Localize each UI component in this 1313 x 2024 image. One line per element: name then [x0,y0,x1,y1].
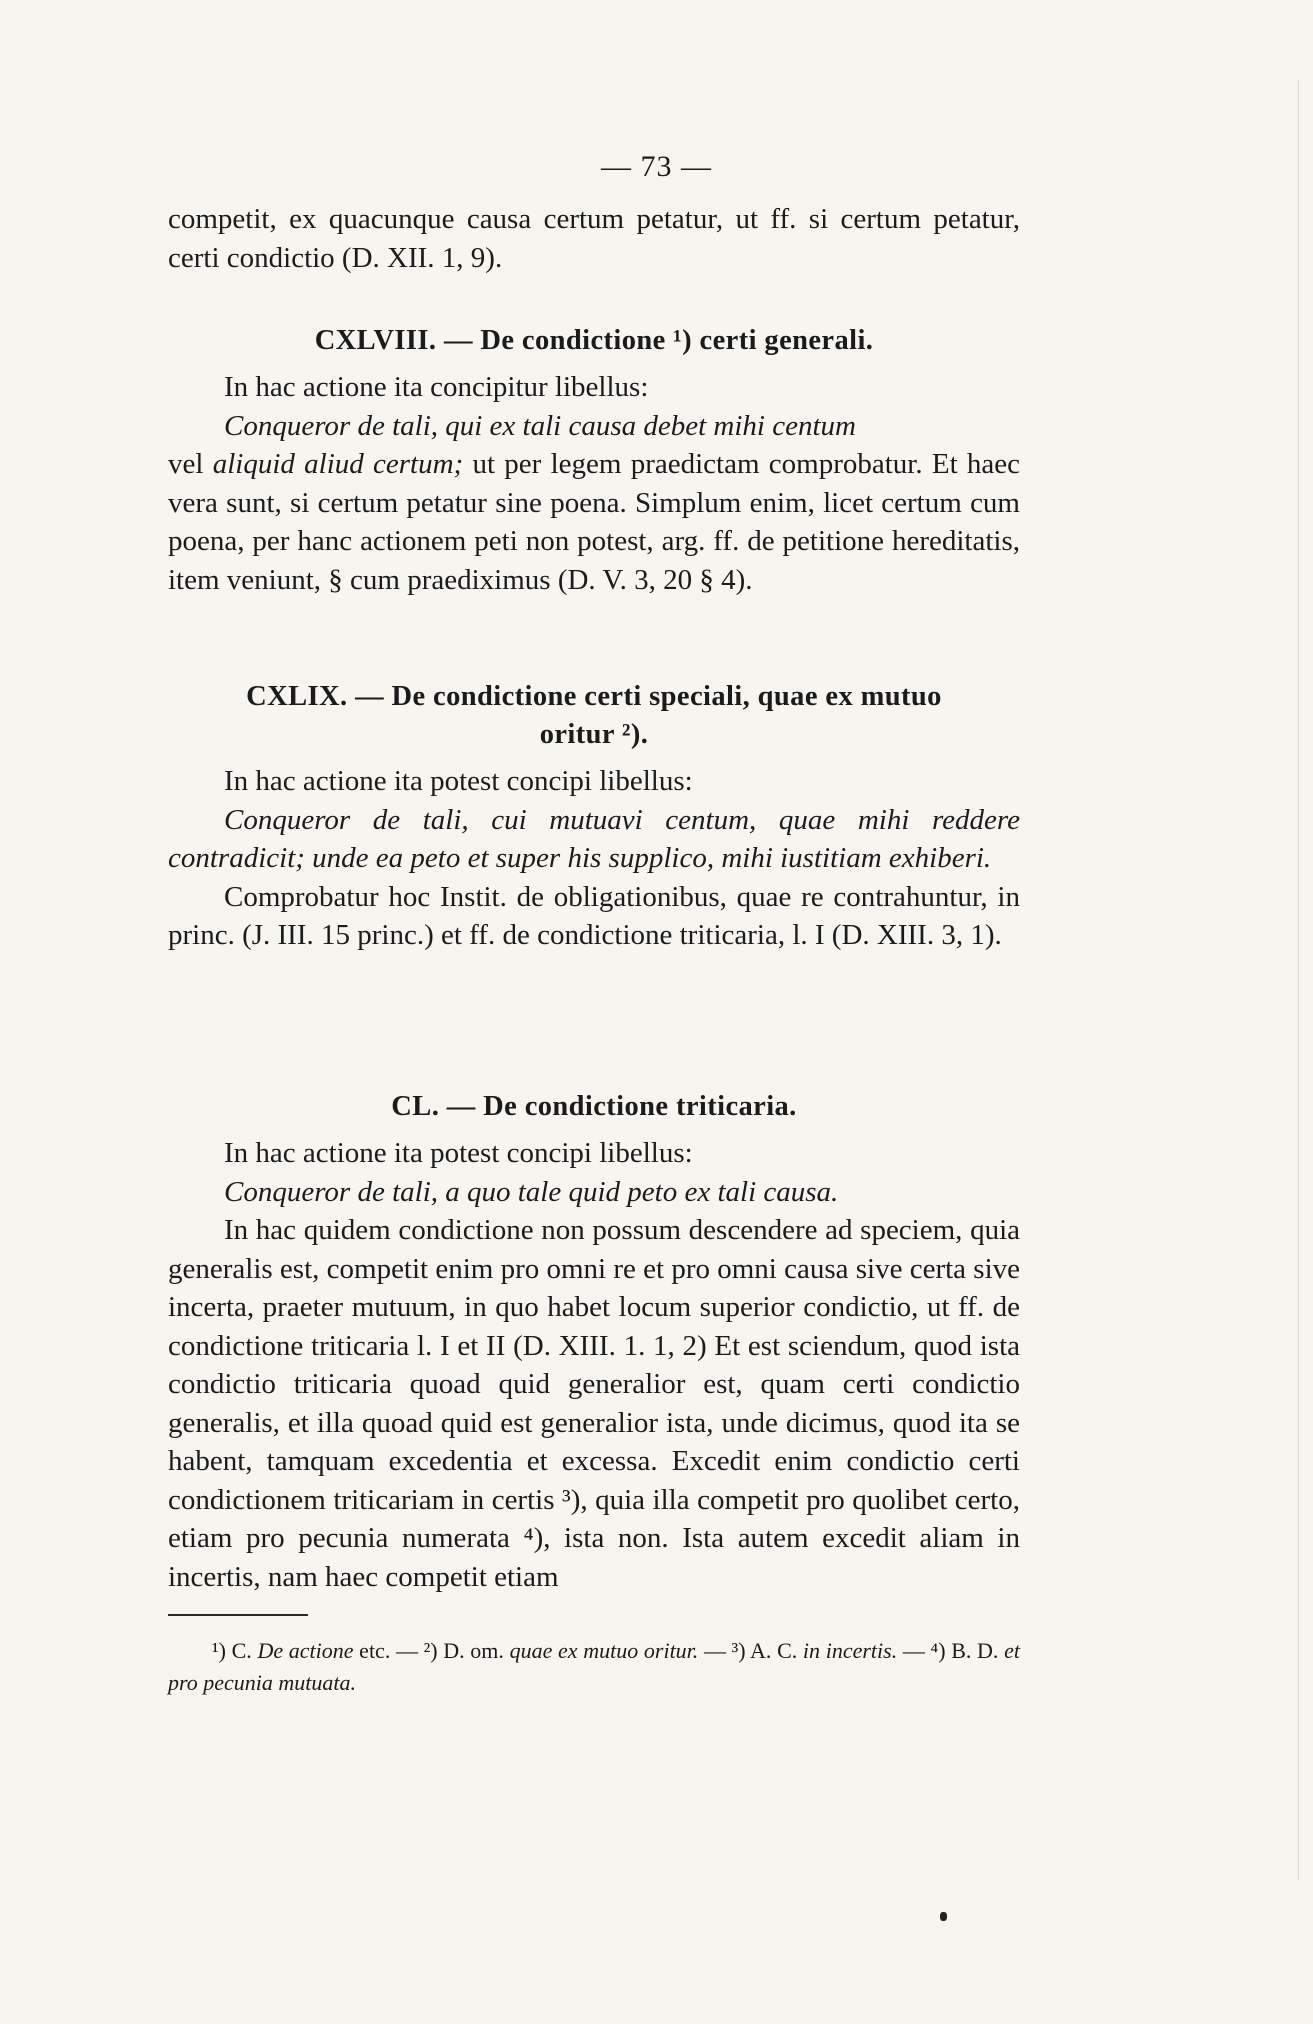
footnotes [168,1635,1020,1699]
section-heading-cl: CL. — De condictione triticaria. [391,1091,797,1122]
page-edge-shadow [1298,80,1299,1880]
formula-cont-post: ut per legem praedictam comprobatur. Et haec vera sunt, si certum petatur sine poena. Simplum enim, licet certum cum poena, per hanc actionem peti non potest, arg. ff. de petitione hereditatis, item veniunt, § cum praediximus (D. V. 3, 20 § 4). [168,448,1020,596]
formula-continuation [168,445,1020,599]
fn1-italic: De actione [257,1638,354,1663]
section-cxlix-body [168,762,1020,955]
heading-line-2: oritur ²). [539,719,649,750]
fn1-rest: etc. — ²) D. om. [353,1638,510,1663]
formula-italic [168,1173,1020,1212]
fn4-mark: — ⁴) B. D. [897,1638,1005,1663]
section-heading-cxlix [168,678,1020,754]
footnote-text [168,1635,1020,1699]
formula-cont-italic: aliquid aliud certum; [212,448,464,480]
fn3-italic: in incertis. [802,1638,898,1663]
ink-speck [940,1912,947,1921]
section-cxlviii-body [168,368,1020,599]
intro-paragraph [168,200,1020,277]
footnote-rule [168,1614,308,1616]
fn3-mark: — ³) A. C. [698,1638,803,1663]
section-cl-body [168,1134,1020,1596]
fn4-italic: et pro pecunia mutuata. [168,1638,1020,1695]
fn1-mark: ¹) C. [212,1638,258,1663]
heading-line-1: CXLIX. — De condictione certi speciali, quae ex mutuo [246,681,942,712]
formula-intro: In hac actione ita concipitur libellus: [224,371,649,403]
formula-italic [168,801,1020,878]
formula-intro: In hac actione ita potest concipi libellus: [224,1137,693,1169]
page-number: — 73 — [601,150,712,183]
formula-italic-text: Conqueror de tali, cui mutuavi centum, quae mihi reddere contradicit; unde ea peto et super his supplico, mihi iustitiam exhiberi. [168,803,1020,874]
proof-paragraph: Comprobatur hoc Instit. de obligationibus, quae re contrahuntur, in princ. (J. III. 15 princ.) et ff. de condictione triticaria, l. I (D. XIII. 3, 1). [168,880,1020,951]
formula-italic-text: Conqueror de tali, a quo tale quid peto ex tali causa. [224,1175,839,1208]
formula-italic [168,407,1020,446]
formula-italic-text: Conqueror de tali, qui ex tali causa debet mihi centum [224,409,856,442]
fn2-italic: quae ex mutuo oritur. [509,1638,699,1663]
formula-intro: In hac actione ita potest concipi libellus: [224,765,693,797]
body-paragraph: In hac quidem condictione non possum descendere ad speciem, quia generalis est, competit enim pro omni re et pro omni causa sive certa sive incerta, praeter mutuum, in quo habet locum superior condictio, ut ff. de condictione triticaria l. I et II (D. XIII. 1. 1, 2) Et est sciendum, quod ista condictio triticaria quoad quid generalior est, quam certi condictio generalis, et illa quoad quid est generalior ista, unde dicimus, quod ita se habent, tamquam excedentia et excessa. Excedit enim condictio certi condictionem triticariam in certis ³), quia illa competit pro quolibet certo, etiam pro pecunia numerata ⁴), ista non. Ista autem excedit aliam in incertis, nam haec competit etiam [168,1214,1021,1593]
formula-cont-pre: vel [168,448,213,480]
intro-text: competit, ex quacunque causa certum petatur, ut ff. si certum petatur, certi condictio (D. XII. 1, 9). [168,203,1020,274]
section-heading-cxlviii: CXLVIII. — De condictione ¹) certi generali. [314,325,874,356]
